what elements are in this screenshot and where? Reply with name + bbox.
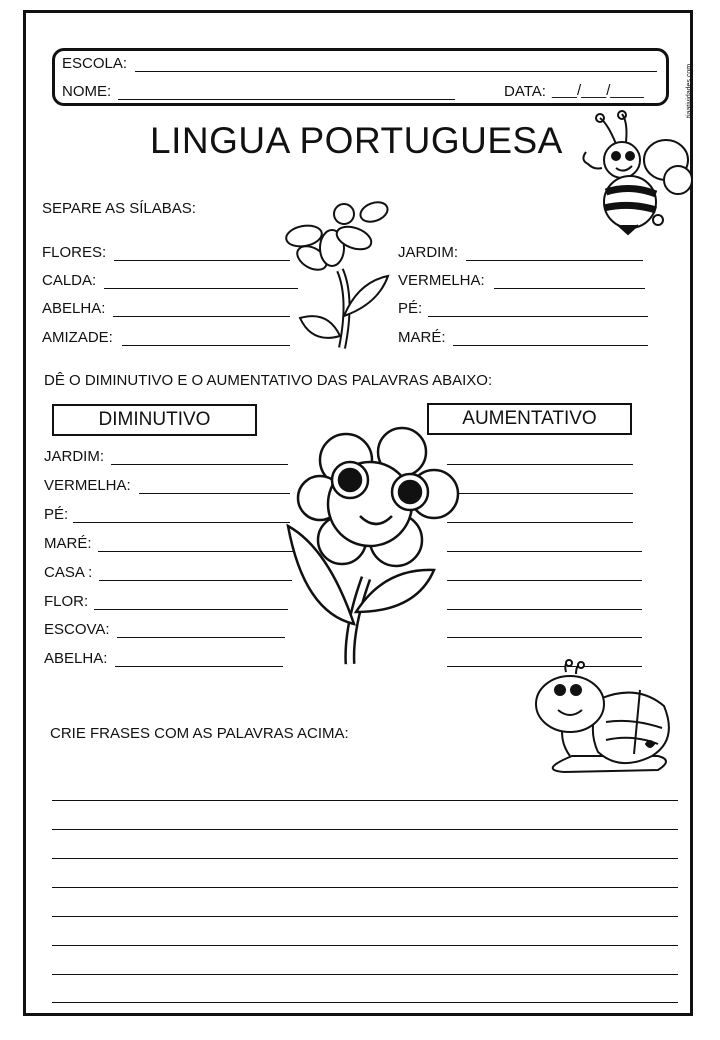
syllable-word: ABELHA: [42, 300, 106, 317]
school-label: ESCOLA: [62, 55, 128, 72]
syllable-word: PÉ: [398, 300, 423, 317]
flower-icon [282, 198, 392, 353]
name-label: NOME: [62, 83, 112, 100]
syllables-instruction: SEPARE AS SÍLABAS: [42, 200, 196, 217]
sentence-line[interactable] [52, 887, 678, 888]
dim-answer-line[interactable] [139, 493, 290, 494]
augmentative-heading: AUMENTATIVO [427, 403, 632, 435]
syllable-answer-line[interactable] [466, 260, 643, 261]
dim-word: PÉ: [44, 506, 69, 523]
diminutive-instruction: DÊ O DIMINUTIVO E O AUMENTATIVO DAS PALAVRAS ABAIXO: [44, 372, 493, 389]
dim-word: ESCOVA: [44, 621, 110, 638]
dim-word: MARÉ: [44, 535, 92, 552]
school-field[interactable] [135, 71, 657, 72]
dim-answer-line[interactable] [99, 580, 292, 581]
syllable-answer-line[interactable] [453, 345, 648, 346]
aug-answer-line[interactable] [447, 609, 642, 610]
snail-icon [528, 660, 676, 775]
syllable-word: CALDA: [42, 272, 97, 289]
syllable-answer-line[interactable] [114, 260, 290, 261]
aug-answer-line[interactable] [447, 522, 633, 523]
dim-word: FLOR: [44, 593, 89, 610]
diminutive-heading: DIMINUTIVO [52, 404, 257, 436]
sentence-line[interactable] [52, 974, 678, 975]
syllable-answer-line[interactable] [113, 316, 290, 317]
name-field[interactable] [118, 99, 455, 100]
sentence-line[interactable] [52, 916, 678, 917]
sentence-line[interactable] [52, 945, 678, 946]
dim-word: CASA : [44, 564, 93, 581]
sentence-line[interactable] [52, 1002, 678, 1003]
page-title: LINGUA PORTUGUESA [150, 120, 563, 161]
sentence-line[interactable] [52, 829, 678, 830]
date-field[interactable]: ___/___/____ [552, 82, 644, 99]
dim-answer-line[interactable] [94, 609, 288, 610]
date-label: DATA: [504, 83, 546, 100]
syllable-answer-line[interactable] [428, 316, 648, 317]
aug-answer-line[interactable] [447, 493, 633, 494]
dim-answer-line[interactable] [98, 551, 293, 552]
syllable-answer-line[interactable] [494, 288, 645, 289]
aug-answer-line[interactable] [447, 637, 642, 638]
syllable-answer-line[interactable] [122, 345, 290, 346]
dim-answer-line[interactable] [115, 666, 283, 667]
dim-answer-line[interactable] [117, 637, 285, 638]
dim-answer-line[interactable] [111, 464, 288, 465]
aug-answer-line[interactable] [447, 464, 633, 465]
syllable-word: VERMELHA: [398, 272, 485, 289]
watermark: tiaatividades.com [686, 63, 693, 118]
aug-answer-line[interactable] [447, 551, 642, 552]
syllable-word: FLORES: [42, 244, 107, 261]
dim-word: VERMELHA: [44, 477, 131, 494]
sentences-instruction: CRIE FRASES COM AS PALAVRAS ACIMA: [50, 725, 349, 742]
syllable-word: AMIZADE: [42, 329, 113, 346]
dim-word: ABELHA: [44, 650, 108, 667]
dim-answer-line[interactable] [73, 522, 290, 523]
sentence-line[interactable] [52, 800, 678, 801]
sentence-line[interactable] [52, 858, 678, 859]
syllable-word: MARÉ: [398, 329, 446, 346]
aug-answer-line[interactable] [447, 580, 642, 581]
dim-word: JARDIM: [44, 448, 104, 465]
smiling-flower-icon [284, 428, 462, 666]
bee-icon [578, 112, 693, 237]
syllable-answer-line[interactable] [104, 288, 298, 289]
syllable-word: JARDIM: [398, 244, 458, 261]
